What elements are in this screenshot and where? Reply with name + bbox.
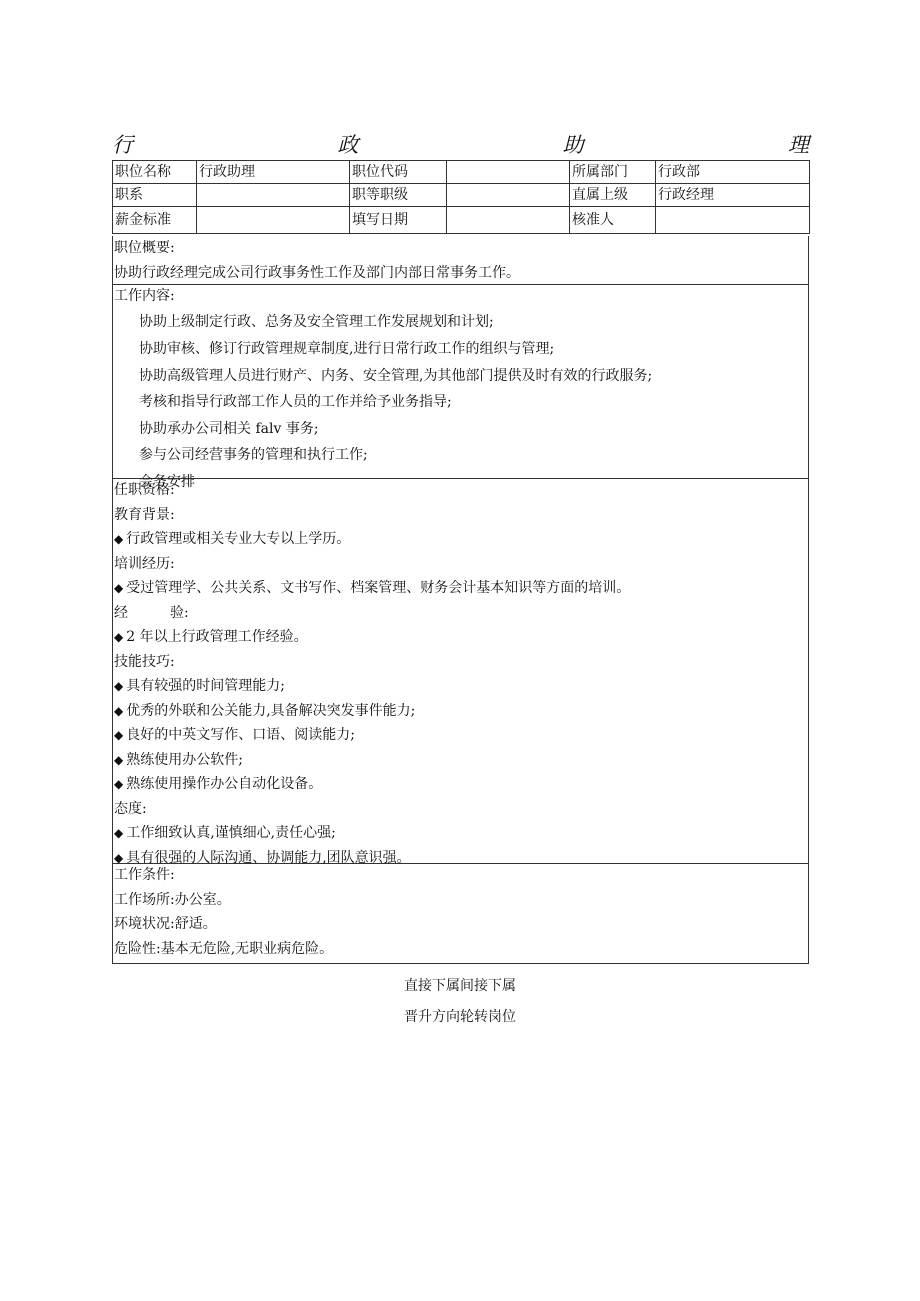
position-name-label: 职位名称 [113,161,197,184]
position-info-table [112,160,810,234]
title-char: 理 [787,133,809,157]
skill-item: ◆ 具有较强的时间管理能力; [114,678,285,694]
skill-item: ◆ 熟练使用办公软件; [114,751,243,768]
skill-item: ◆ 熟练使用操作办公自动化设备。 [114,776,323,792]
work-item: 协助高级管理人员进行财产、内务、安全管理,为其他部门提供及时有效的行政服务; [139,367,653,384]
work-label: 工作内容: [114,288,175,304]
title-char: 行 [112,133,133,157]
training-label: 培训经历: [114,555,175,572]
diamond-bullet-icon: ◆ [114,850,124,865]
work-item: 参与公司经营事务的管理和执行工作; [139,447,368,463]
diamond-bullet-icon: ◆ [114,532,124,546]
diamond-bullet-icon: ◆ [114,581,124,595]
attitude-label: 态度: [114,800,147,817]
diamond-bullet-icon: ◆ [114,679,124,693]
job-family-value [197,184,350,207]
fill-date-label: 填写日期 [350,207,447,234]
skill-item: ◆ 良好的中英文写作、口语、阅读能力; [114,727,355,743]
diamond-bullet-icon: ◆ [114,703,124,718]
experience-label: 经 验: [114,604,189,621]
diamond-bullet-icon: ◆ [114,777,124,791]
overview-text: 协助行政经理完成公司行政事务性工作及部门内部日常事务工作。 [114,264,520,281]
grade-label: 职等职级 [350,184,447,207]
work-conditions-section [112,863,809,964]
diamond-bullet-icon: ◆ [114,752,124,767]
title-char: 政 [337,133,359,157]
education-item: ◆ 行政管理或相关专业大专以上学历。 [114,531,351,547]
conditions-label: 工作条件: [114,867,175,883]
position-name-value: 行政助理 [197,161,350,184]
table-row [113,161,810,184]
supervisor-label: 直属上级 [570,184,656,207]
education-label: 教育背景: [114,506,175,523]
diamond-bullet-icon: ◆ [114,728,124,742]
salary-value [197,207,350,234]
overview-section [112,236,809,285]
skill-item: ◆ 优秀的外联和公关能力,具备解决突发事件能力; [114,702,416,719]
training-item: ◆ 受过管理学、公共关系、文书写作、档案管理、财务会计基本知识等方面的培训。 [114,580,631,596]
department-value: 行政部 [656,161,810,184]
work-item: 协助上级制定行政、总务及安全管理工作发展规划和计划; [139,314,494,330]
work-item: 协助承办公司相关 falv 事务; [139,420,319,437]
environment: 环境状况:舒适。 [114,916,217,932]
diamond-bullet-icon: ◆ [114,630,124,644]
document-title [112,132,809,158]
work-item: 协助审核、修订行政管理规章制度,进行日常行政工作的组织与管理; [139,341,555,357]
overview-label: 职位概要: [114,240,175,256]
position-code-label: 职位代码 [350,161,447,184]
footer-promotion: 晋升方向轮转岗位 [404,1009,516,1025]
attitude-item: ◆ 工作细致认真,谨慎细心,责任心强; [114,825,336,841]
experience-item: ◆ 2 年以上行政管理工作经验。 [114,629,308,645]
department-label: 所属部门 [570,161,656,184]
approver-label: 核准人 [570,207,656,234]
supervisor-value: 行政经理 [656,184,810,207]
job-family-label: 职系 [113,184,197,207]
footer-subordinates: 直接下属间接下属 [404,978,516,994]
work-item: 考核和指导行政部工作人员的工作并给予业务指导; [139,394,452,410]
position-code-value [447,161,570,184]
qualification-label: 任职资格: [114,482,175,498]
work-item: 会务安排 [139,473,195,490]
diamond-bullet-icon: ◆ [114,826,124,840]
title-char: 助 [562,133,584,157]
grade-value [447,184,570,207]
qualification-section [112,478,809,864]
table-row [113,207,810,234]
attitude-item: ◆ 具有很强的人际沟通、协调能力,团队意识强。 [114,849,411,866]
table-row [113,184,810,207]
danger: 危险性:基本无危险,无职业病危险。 [114,940,334,957]
skills-label: 技能技巧: [114,653,175,670]
salary-label: 薪金标准 [113,207,197,234]
work-place: 工作场所:办公室。 [114,891,231,908]
fill-date-value [447,207,570,234]
approver-value [656,207,810,234]
